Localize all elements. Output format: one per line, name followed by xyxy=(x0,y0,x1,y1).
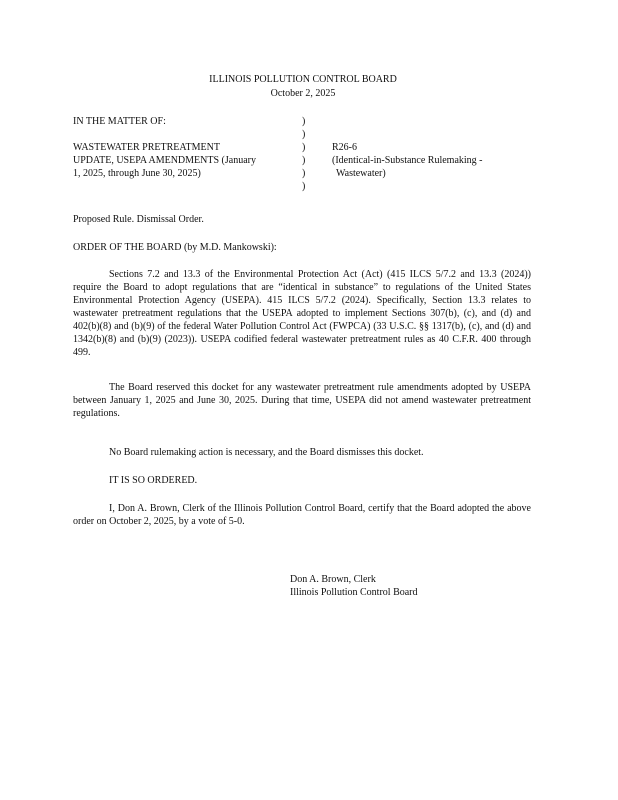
caption-paren: ) xyxy=(302,181,306,192)
order-date: October 2, 2025 xyxy=(270,88,336,99)
body-paragraph-1: Sections 7.2 and 13.3 of the Environmental Protection Act (Act) (415 ILCS 5/7.2 and 13.3 (2024)) require the Board to adopt regulations that are “identical in substance” to regulations of the United States Environmental Protection Agency (USEPA). 415 ILCS 5/7.2 (2024). Specifically, Section 13.3 relates to wastewater pretreatment regulations that the USEPA adopted to implement Sections 307(b), (c), and (d) and 402(b)(8) and (b)(9) of the federal Water Pollution Control Act (FWPCA) (33 U.S.C. §§ 1317(b), (c), and (d) and 1342(b)(8) and (b)(9) (2023)). USEPA codified federal wastewater pretreatment rules as 40 C.F.R. 400 through 499. xyxy=(73,269,531,358)
rulemaking-type-line: Wastewater) xyxy=(336,168,386,179)
caption-title-line: 1, 2025, through June 30, 2025) xyxy=(73,168,201,179)
caption-title-line: WASTEWATER PRETREATMENT xyxy=(73,142,220,153)
signature-title: Illinois Pollution Control Board xyxy=(290,587,418,598)
caption-title xyxy=(73,141,298,180)
caption-paren: ) xyxy=(302,142,306,153)
caption-docket xyxy=(332,141,517,180)
signature-name: Don A. Brown, Clerk xyxy=(290,574,376,585)
body-paragraph-3: No Board rulemaking action is necessary, and the Board dismisses this docket. xyxy=(109,447,424,458)
rulemaking-type-line: (Identical-in-Substance Rulemaking - xyxy=(332,155,483,166)
caption-paren: ) xyxy=(302,116,306,127)
so-ordered: IT IS SO ORDERED. xyxy=(109,475,198,486)
board-name: ILLINOIS POLLUTION CONTROL BOARD xyxy=(209,74,397,85)
body-paragraph-2: The Board reserved this docket for any wastewater pretreatment rule amendments adopted by USEPA between January 1, 2025 and June 30, 2025. During that time, USEPA did not amend wastewater pretreatment regulations. xyxy=(73,382,531,419)
caption-paren: ) xyxy=(302,168,306,179)
in-the-matter-label: IN THE MATTER OF: xyxy=(73,116,166,127)
clerk-certification: I, Don A. Brown, Clerk of the Illinois Pollution Control Board, certify that the Board adopted the above order on October 2, 2025, by a vote of 5-0. xyxy=(73,503,531,527)
caption-parentheses xyxy=(302,115,310,193)
caption-paren: ) xyxy=(302,155,306,166)
docket-number: R26-6 xyxy=(332,142,357,153)
caption-paren: ) xyxy=(302,129,306,140)
proposed-rule-heading: Proposed Rule. Dismissal Order. xyxy=(73,214,204,225)
order-of-board-heading: ORDER OF THE BOARD (by M.D. Mankowski): xyxy=(73,242,277,253)
caption-title-line: UPDATE, USEPA AMENDMENTS (January xyxy=(73,155,256,166)
signature-block xyxy=(290,573,418,599)
